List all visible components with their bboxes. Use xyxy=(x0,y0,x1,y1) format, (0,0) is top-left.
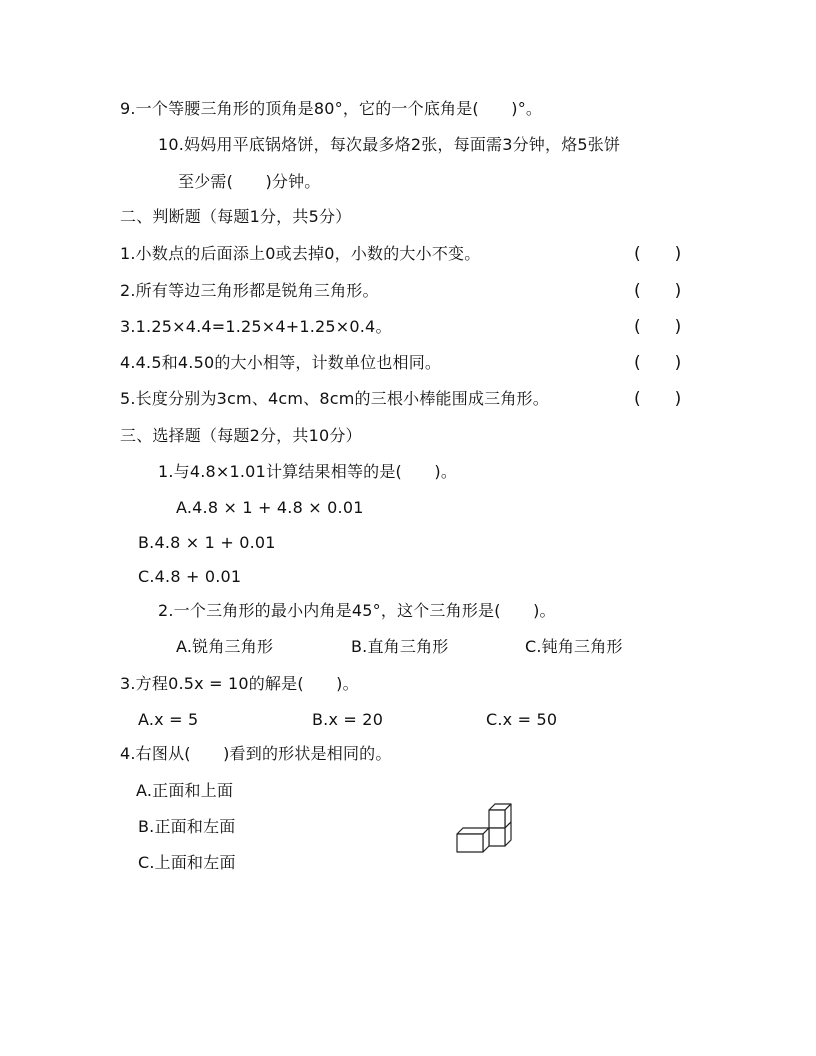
fill-in-q10-line2: 至少需( )分钟。 xyxy=(178,172,321,191)
judge-section-title: 二、判断题（每题1分，共5分） xyxy=(120,207,352,226)
choice-q3-option-b: B.x = 20 xyxy=(312,710,384,729)
judge-item-2: 2.所有等边三角形都是锐角三角形。 xyxy=(120,281,379,300)
choice-q2: 2.一个三角形的最小内角是45°，这个三角形是( )。 xyxy=(158,601,556,620)
choice-q4-option-a: A.正面和上面 xyxy=(136,781,234,800)
choice-q2-option-b: B.直角三角形 xyxy=(351,637,449,656)
judge-item-5: 5.长度分别为3cm、4cm、8cm的三根小棒能围成三角形。 xyxy=(120,389,549,408)
choice-q4-option-c: C.上面和左面 xyxy=(138,853,236,872)
judge-answer-paren-5[interactable]: ( ) xyxy=(634,389,682,409)
choice-q3: 3.方程0.5x = 10的解是( )。 xyxy=(120,674,359,693)
judge-answer-paren-2[interactable]: ( ) xyxy=(634,281,682,301)
stacked-cubes-icon xyxy=(454,800,518,860)
choice-q4-option-b: B.正面和左面 xyxy=(138,817,236,836)
judge-answer-paren-4[interactable]: ( ) xyxy=(634,353,682,373)
fill-in-q10-line1: 10.妈妈用平底锅烙饼，每次最多烙2张，每面需3分钟，烙5张饼 xyxy=(158,135,621,154)
choice-q3-option-a: A.x = 5 xyxy=(138,710,199,729)
choice-q1-option-a: A.4.8 × 1 + 4.8 × 0.01 xyxy=(176,498,364,517)
choice-q3-option-c: C.x = 50 xyxy=(486,710,558,729)
choice-q1-option-b: B.4.8 × 1 + 0.01 xyxy=(138,533,276,552)
judge-answer-paren-1[interactable]: ( ) xyxy=(634,244,682,264)
choice-q2-option-c: C.钝角三角形 xyxy=(525,637,623,656)
choice-q2-option-a: A.锐角三角形 xyxy=(176,637,274,656)
choice-section-title: 三、选择题（每题2分，共10分） xyxy=(120,426,362,445)
choice-q4: 4.右图从( )看到的形状是相同的。 xyxy=(120,744,392,763)
judge-answer-paren-3[interactable]: ( ) xyxy=(634,317,682,337)
choice-q1: 1.与4.8×1.01计算结果相等的是( )。 xyxy=(158,462,458,481)
judge-item-4: 4.4.5和4.50的大小相等，计数单位也相同。 xyxy=(120,353,442,372)
fill-in-q9: 9.一个等腰三角形的顶角是80°，它的一个底角是( )°。 xyxy=(120,99,543,118)
judge-item-1: 1.小数点的后面添上0或去掉0，小数的大小不变。 xyxy=(120,244,481,263)
judge-item-3: 3.1.25×4.4=1.25×4+1.25×0.4。 xyxy=(120,317,392,336)
choice-q1-option-c: C.4.8 + 0.01 xyxy=(138,567,242,586)
